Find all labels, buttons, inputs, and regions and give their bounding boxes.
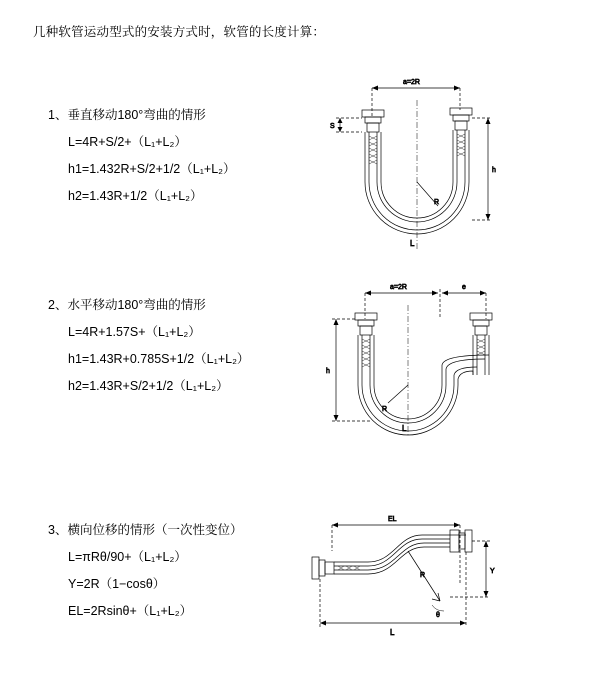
section-3-title: 3、横向位移的情形（一次性变位） (48, 523, 243, 537)
section-1-formula-3: h2=1.43R+1/2（L₁+L₂） (68, 189, 203, 203)
section-3-text (48, 520, 298, 628)
svg-text:R: R (434, 199, 440, 206)
svg-text:a=2R: a=2R (403, 79, 420, 86)
section-1-title: 1、垂直移动180°弯曲的情形 (48, 108, 206, 122)
section-2-formula-2: h1=1.43R+0.785S+1/2（L₁+L₂） (68, 352, 250, 366)
svg-text:S: S (330, 123, 335, 130)
horizontal-180-bend-diagram (310, 275, 510, 470)
svg-text:L: L (390, 628, 395, 637)
svg-text:R: R (382, 406, 388, 413)
lateral-offset-diagram (290, 505, 510, 650)
page-title: 几种软管运动型式的安装方式时，软管的长度计算： (33, 25, 326, 39)
svg-text:L: L (410, 239, 415, 248)
section-3-formula-1: L=πRθ/90+（L₁+L₂） (68, 550, 187, 564)
section-2-formula-1: L=4R+1.57S+（L₁+L₂） (68, 325, 201, 339)
section-3-formula-2: Y=2R（1−cosθ） (68, 577, 166, 591)
svg-text:R: R (420, 572, 426, 579)
svg-text:e: e (462, 284, 466, 291)
section-1-formula-2: h1=1.432R+S/2+1/2（L₁+L₂） (68, 162, 236, 176)
svg-text:L: L (402, 424, 407, 433)
section-1-formula-1: L=4R+S/2+（L₁+L₂） (68, 135, 187, 149)
svg-text:a=2R: a=2R (390, 284, 407, 291)
section-3-formula-3: EL=2Rsinθ+（L₁+L₂） (68, 604, 193, 618)
svg-text:h: h (326, 368, 330, 375)
section-2-title: 2、水平移动180°弯曲的情形 (48, 298, 206, 312)
svg-text:h: h (492, 167, 496, 174)
section-2-text (48, 295, 298, 403)
svg-text:EL: EL (388, 516, 397, 523)
section-1-text (48, 105, 298, 213)
svg-text:θ: θ (436, 612, 440, 619)
section-2-formula-3: h2=1.43R+S/2+1/2（L₁+L₂） (68, 379, 229, 393)
vertical-180-bend-diagram (310, 70, 510, 305)
svg-text:Y: Y (490, 568, 495, 575)
